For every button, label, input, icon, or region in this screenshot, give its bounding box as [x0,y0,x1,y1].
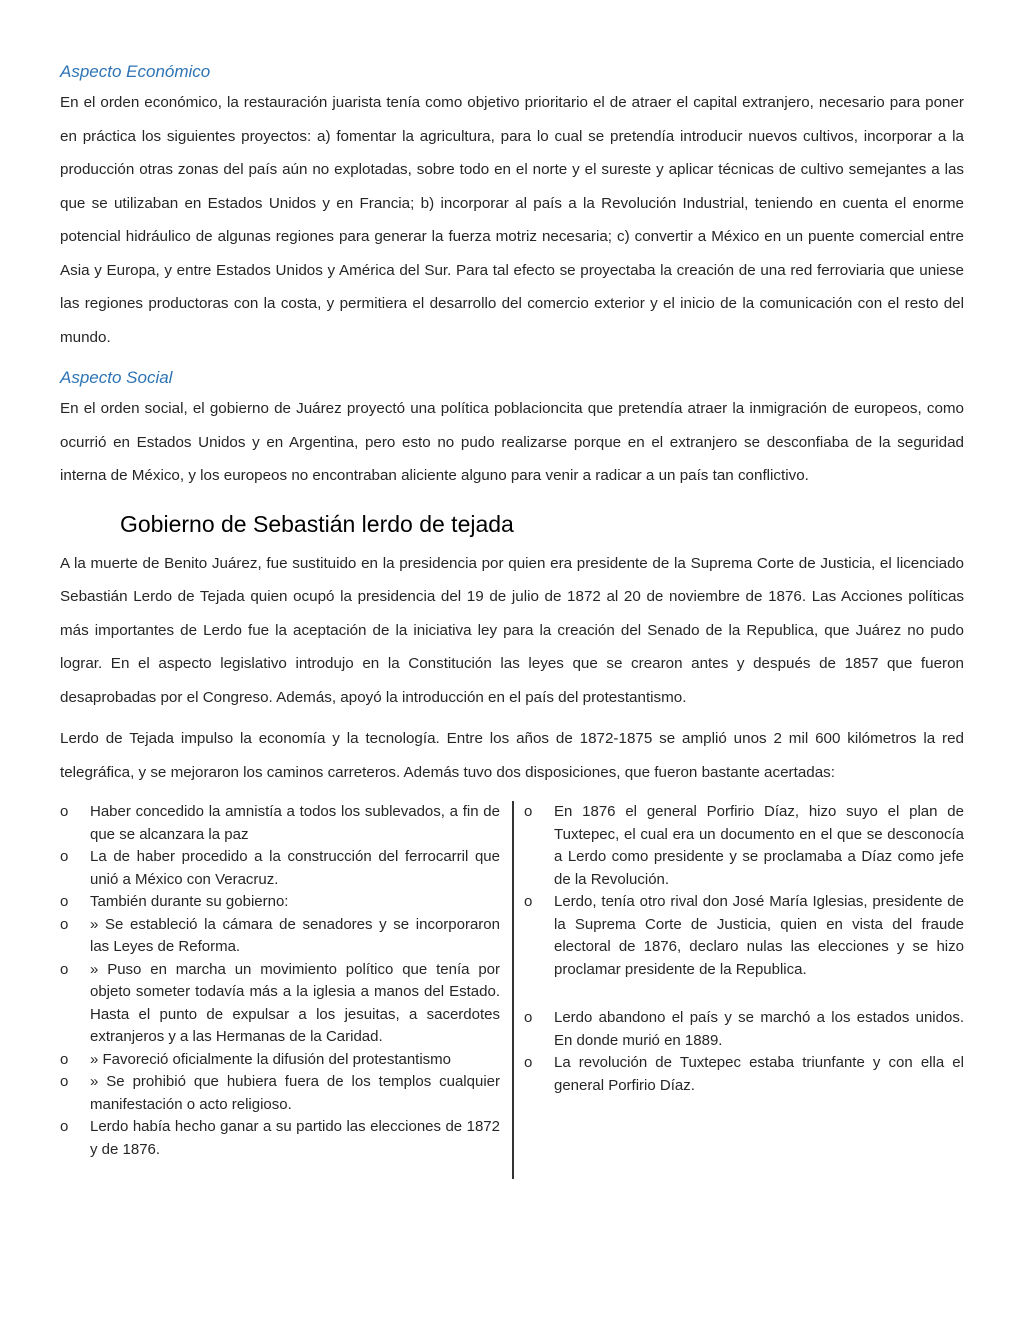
list-item [60,914,500,959]
list-item-text: Haber concedido la amnistía a todos los sublevados, a fin de que se alcanzara la paz [90,803,500,843]
page-content [60,58,964,1181]
lerdo-paragraph-1: A la muerte de Benito Juárez, fue sustituido en la presidencia por quien era presidente de la Suprema Corte de Justicia, el licenciado Sebastián Lerdo de Tejada quien ocupó la presidencia del 19 de julio de 1872 al 20 de noviembre de 1876. Las Acciones políticas más importantes de Lerdo fue la aceptación de la iniciativa ley para la creación del Senado de la Republica, que Juárez no pudo lograr. En el aspecto legislativo introdujo en la Constitución las leyes que se crearon antes y después de 1857 que fueron desaprobadas por el Congreso. Además, apoyó la introducción en el país del protestantismo. [60,554,964,706]
lerdo-heading: Gobierno de Sebastián lerdo de tejada [120,510,514,537]
list-item-text: » Puso en marcha un movimiento político que tenía por objeto someter todavía más a la iglesia a manos del Estado. Hasta el punto de expulsar a los jesuitas, a sacerdotes extranjeros y a las Hermanas de la Caridad. [90,960,500,1045]
list-item-text: Lerdo había hecho ganar a su partido las elecciones de 1872 y de 1876. [90,1118,500,1158]
list-item [524,801,964,891]
two-column-list [60,801,964,1181]
economic-paragraph: En el orden económico, la restauración juarista tenía como objetivo prioritario el de atraer el capital extranjero, necesario para poner en práctica los siguientes proyectos: a) fomentar la agricultura, para lo cual se pretendía introducir nuevos cultivos, incorporar a la producción otras zonas del país aún no explotadas, sobre todo en el norte y el sureste y aplicar técnicas de cultivo semejantes a las que se utilizaban en Estados Unidos y en Francia; b) incorporar al país a la Revolución Industrial, teniendo en cuenta el enorme potencial hidráulico de algunas regiones para generar la fuerza motriz necesaria; c) convertir a México en un puente comercial entre Asia y Europa, y entre Estados Unidos y América del Sur. Para tal efecto se proyectaba la creación de una red ferroviaria que uniese las regiones productoras con la costa, y permitiera el desarrollo del comercio exterior y el inicio de la comunicación con el resto del mundo. [60,94,964,346]
list-item [60,801,500,846]
bullet-icon: o [60,1050,69,1068]
bullet-icon: o [60,915,69,933]
right-bullet-list [524,801,964,981]
list-item [60,846,500,891]
list-item-text: » Se estableció la cámara de senadores y se incorporaron las Leyes de Reforma. [90,915,500,955]
list-item-text: Lerdo abandono el país y se marchó a los estados unidos. En donde murió en 1889. [554,1009,964,1049]
list-item [524,891,964,981]
right-column [524,801,964,1097]
column-divider [512,801,514,1179]
bullet-icon: o [60,803,69,820]
list-item-text: En 1876 el general Porfirio Díaz, hizo suyo el plan de Tuxtepec, el cual era un documento en el que se desconocía a Lerdo como presidente y se proclamaba a Díaz como jefe de la Revolución. [554,803,964,888]
right-bullet-list-continued [524,1007,964,1097]
bullet-icon: o [524,1009,533,1026]
list-item [60,891,500,914]
social-paragraph: En el orden social, el gobierno de Juárez proyectó una política poblacioncita que pretendía atraer la inmigración de europeos, como ocurrió en Estados Unidos y en Argentina, pero esto no pudo realizarse porque en el extranjero se desconfiaba de la seguridad interna de México, y los europeos no encontraban aliciente alguno para venir a radicar a un país tan conflictivo. [60,400,964,484]
list-item-text: » Se prohibió que hubiera fuera de los templos cualquier manifestación o acto religioso. [90,1073,500,1113]
list-item-text: Lerdo, tenía otro rival don José María Iglesias, presidente de la Suprema Corte de Justicia, quien en vista del fraude electoral de 1876, declaro nulas las elecciones y se hizo proclamar presidente de la Republica. [554,893,964,978]
bullet-icon: o [60,848,69,865]
economic-heading: Aspecto Económico [60,62,211,81]
list-item [60,1049,500,1072]
bullet-icon: o [524,1054,533,1071]
bullet-icon: o [60,1073,69,1090]
left-bullet-list [60,801,500,1161]
list-item [60,959,500,1049]
social-heading: Aspecto Social [60,368,173,387]
list-item [524,1007,964,1052]
list-item-text: La de haber procedido a la construcción del ferrocarril que unió a México con Veracruz. [90,848,500,888]
left-column [60,801,500,1161]
bullet-icon: o [524,803,533,820]
bullet-icon: o [60,1118,69,1135]
bullet-icon: o [524,893,533,910]
list-item-text: » Favoreció oficialmente la difusión del protestantismo [90,1050,452,1068]
list-item-text: La revolución de Tuxtepec estaba triunfante y con ella el general Porfirio Díaz. [554,1054,964,1094]
list-item-text: También durante su gobierno: [90,893,289,910]
bullet-icon: o [60,960,69,978]
list-item [60,1071,500,1116]
bullet-icon: o [60,893,69,910]
lerdo-paragraph-2: Lerdo de Tejada impulso la economía y la tecnología. Entre los años de 1872-1875 se amplió unos 2 mil 600 kilómetros la red telegráfica, y se mejoraron los caminos carreteros. Además tuvo dos disposiciones, que fueron bastante acertadas: [60,730,964,781]
list-item [60,1116,500,1161]
list-item [524,1052,964,1097]
